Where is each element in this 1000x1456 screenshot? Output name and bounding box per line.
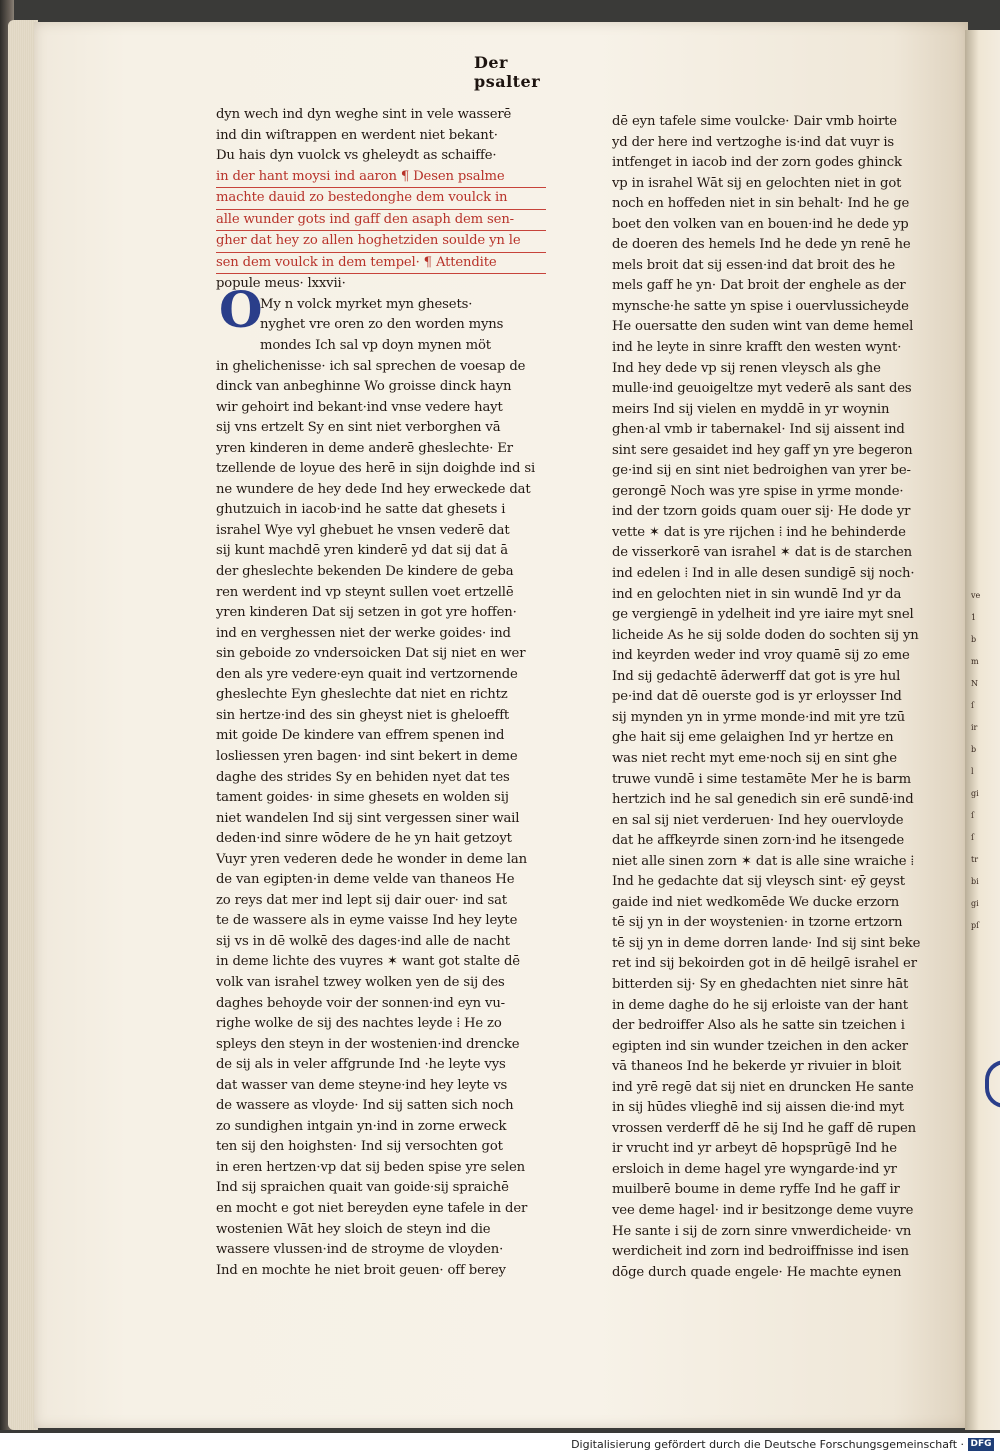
- text-line: mels gaff he yn· Dat broit der enghele as der: [612, 278, 906, 294]
- text-line: in deme lichte des vuyres ✶ want got stalte dē: [216, 954, 520, 970]
- text-line: sin geboide zo vndersoicken Dat sij niet en wer: [216, 646, 526, 662]
- text-line: My n volck myrket myn ghesets·: [260, 296, 473, 312]
- text-line: mels broit dat sij essen·ind dat broit des he: [612, 257, 896, 273]
- margin-gloss: ſ: [971, 833, 974, 842]
- text-line: in deme daghe do he sij erloiste van der hant: [612, 997, 908, 1013]
- text-line: wassere vlussen·ind de stroyme de vloyden·: [216, 1242, 504, 1258]
- text-line: losliessen yren bagen· ind sint bekert in deme: [216, 748, 518, 764]
- text-line: truwe vundē i sime testamēte Mer he is barm: [612, 771, 911, 787]
- footer-bar: [0, 1433, 1000, 1456]
- text-line: vp in israhel Wāt sij en gelochten niet in got: [612, 175, 902, 191]
- text-line: Ind en mochte he niet broit geuen· off berey: [216, 1262, 506, 1278]
- text-line: sen dem voulck in dem tempel· ¶ Attendite: [216, 253, 546, 275]
- text-line: mondes Ich sal vp doyn mynen möt: [260, 338, 491, 354]
- text-line: machte dauid zo bestedonghe dem voulck in: [216, 188, 546, 210]
- text-line: den als yre vedere·eyn quait ind vertzornende: [216, 666, 518, 682]
- margin-gloss: ir: [971, 723, 978, 732]
- margin-gloss: ve: [971, 591, 981, 600]
- text-line: sij vs in dē wolkē des dages·ind alle de nacht: [216, 933, 510, 949]
- text-line: yren kinderen Dat sij setzen in got yre hoffen·: [216, 605, 517, 621]
- text-line: der bedroiffer Also als he satte sin tzeichen i: [612, 1018, 905, 1034]
- text-line: muilberē boume in deme ryffe Ind he gaff ir: [612, 1182, 900, 1198]
- text-line: spleys den steyn in der wostenien·ind drencke: [216, 1036, 520, 1052]
- running-head: Der psalter: [474, 53, 541, 91]
- text-line: der gheslechte bekenden De kindere de geba: [216, 564, 514, 580]
- text-line: intfenget in iacob ind der zorn godes ghinck: [612, 155, 902, 171]
- text-line: ret ind sij bekoirden got in dē heilgē israhel er: [612, 956, 917, 972]
- text-line: dōge durch quade engele· He machte eynen: [612, 1264, 902, 1280]
- text-line: ind din wiſtrappen en werdent niet bekant·: [216, 127, 498, 143]
- text-line: ind he leyte in sinre krafft den westen wynt·: [612, 340, 902, 356]
- text-line: zo reys dat mer ind lept sij dair ouer· ind sat: [216, 892, 507, 908]
- text-line: Ind hey dede vp sij renen vleysch als ghe: [612, 360, 881, 376]
- text-line: vā thaneos Ind he bekerde yr rivuier in bloit: [612, 1059, 902, 1075]
- illuminated-initial: O: [219, 280, 263, 339]
- text-line: niet wandelen Ind sij sint vergessen siner wail: [216, 810, 520, 826]
- text-line: dē eyn tafele sime voulcke· Dair vmb hoirte: [612, 114, 897, 129]
- text-line: Ind sij spraichen quait van goide·sij spraichē: [216, 1180, 509, 1196]
- text-line: alle wunder gots ind gaff den asaph dem sen‑: [216, 210, 546, 232]
- text-line: nyghet vre oren zo den worden myns: [260, 317, 504, 333]
- text-line: ind en gelochten niet in sin wundē Ind yr da: [612, 586, 902, 602]
- text-line: tament goides· in sime ghesets en wolden sij: [216, 790, 509, 806]
- text-line: de van egipten·in deme velde van thaneos He: [216, 872, 515, 888]
- text-line: niet alle sinen zorn ✶ dat is alle sine wraiche ⁞: [612, 853, 914, 869]
- facing-page-edge: [965, 30, 1000, 1430]
- text-line: zo sundighen intgain yn·ind in zorne erweck: [216, 1118, 507, 1134]
- text-line: dyn wech ind dyn weghe sint in vele wasserē: [216, 107, 512, 122]
- text-line: Ind he gedachte dat sij vleysch sint· eȳ geyst: [612, 874, 905, 890]
- text-line: ir vrucht ind yr arbeyt dē hopsprūgē Ind he: [612, 1141, 897, 1157]
- text-line: mulle·ind geuoigeltze myt vederē als sant des: [612, 381, 912, 397]
- text-line: wir gehoirt ind bekant·ind vnse vedere hayt: [216, 399, 503, 415]
- footer-credit: Digitalisierung gefördert durch die Deutsche Forschungsgemeinschaft ·: [571, 1438, 964, 1451]
- text-line: gher dat hey zo allen hoghetziden soulde yn le: [216, 231, 546, 253]
- text-line: de wassere as vloyde· Ind sij satten sich noch: [216, 1098, 514, 1114]
- text-line: ghe hait sij eme gelaighen Ind yr hertze en: [612, 730, 894, 746]
- text-line: wostenien Wāt hey sloich de steyn ind die: [216, 1221, 491, 1237]
- margin-gloss: ſ: [971, 811, 974, 820]
- text-line: licheide As he sij solde doden do sochten sij yn: [612, 627, 919, 643]
- text-line: ind en verghessen niet der werke goides· ind: [216, 625, 511, 641]
- text-line: mynsche·he satte yn spise i ouervlussicheyde: [612, 298, 909, 314]
- text-line: yren kinderen in deme anderē gheslechte· Er: [216, 440, 513, 456]
- left-text-column: [216, 105, 546, 1281]
- text-line: dinck van anbeghinne Wo groisse dinck hayn: [216, 379, 512, 395]
- text-line: ge·ind sij en sint niet bedroighen van yrer be‑: [612, 463, 911, 479]
- text-line: ghutzuich in iacob·ind he satte dat ghesets i: [216, 502, 506, 518]
- text-line: hertzich ind he sal genedich sin erē sundē·ind: [612, 792, 914, 808]
- text-line: ten sij den hoighsten· Ind sij versochten got: [216, 1139, 503, 1155]
- text-line: de visserkorē van israhel ✶ dat is de starchen: [612, 545, 912, 561]
- text-line: mit goide De kindere van effrem spenen ind: [216, 728, 505, 744]
- text-line: de doeren des hemels Ind he dede yn renē he: [612, 237, 911, 253]
- text-line: werdicheit ind zorn ind bedroiffnisse ind isen: [612, 1244, 909, 1260]
- text-line: tzellende de loyue des herē in sijn doighde ind si: [216, 461, 536, 477]
- text-line: gaide ind niet wedkomēde We ducke erzorn: [612, 894, 900, 910]
- margin-gloss: gi: [971, 899, 979, 908]
- text-line: sij vns ertzelt Sy en sint niet verborghen vā: [216, 420, 501, 436]
- margin-gloss: ſ: [971, 701, 974, 710]
- text-line: ghen·al vmb ir tabernakel· Ind sij aissent ind: [612, 422, 905, 438]
- text-line: dat wasser van deme steyne·ind hey leyte vs: [216, 1077, 508, 1093]
- text-line: daghe des strides Sy en behiden nyet dat tes: [216, 769, 510, 785]
- margin-gloss: N: [971, 679, 978, 688]
- margin-gloss: m: [971, 657, 979, 666]
- text-line: noch en hoffeden niet in sin behalt· Ind he ge: [612, 196, 910, 212]
- margin-gloss: l: [971, 767, 974, 776]
- margin-gloss: b: [971, 745, 977, 754]
- text-line: israhel Wye vyl ghebuet he vnsen vederē dat: [216, 522, 510, 538]
- text-line: boet den volken van en bouen·ind he dede yp: [612, 216, 909, 232]
- text-line: ne wundere de hey dede Ind hey erweckede dat: [216, 481, 531, 497]
- text-line: gheslechte Eyn gheslechte dat niet en richtz: [216, 687, 508, 703]
- text-line: ge vergiengē in ydelheit ind yre iaire myt snel: [612, 607, 914, 623]
- text-line: dat he affkeyrde sinen zorn·ind he itsengede: [612, 833, 905, 849]
- text-line: sij kunt machdē yren kinderē yd dat sij dat ā: [216, 543, 508, 559]
- text-line: daghes behoyde voir der sonnen·ind eyn vu‑: [216, 995, 505, 1011]
- text-line: ind yrē regē dat sij niet en druncken He sante: [612, 1079, 914, 1095]
- text-line: popule meus· lxxvii·: [216, 276, 346, 292]
- text-line: volk van israhel tzwey wolken yen de sij des: [216, 974, 505, 990]
- text-line: ren werdent ind vp steynt sullen voet ertzellē: [216, 584, 514, 600]
- text-line: sin hertze·ind des sin gheyst niet is gheloefft: [216, 707, 510, 723]
- text-line: gerongē Noch was yre spise in yrme monde·: [612, 483, 904, 499]
- text-line: Vuyr yren vederen dede he wonder in deme lan: [216, 851, 527, 867]
- text-line: righe wolke de sij des nachtes leyde ⁞ He zo: [216, 1016, 502, 1032]
- text-line: vee deme hagel· ind ir besitzonge deme vuyre: [612, 1202, 914, 1218]
- text-line: sint sere gesaidet ind hey gaff yn yre begeron: [612, 442, 913, 458]
- text-line: in eren hertzen·vp dat sij beden spise yre selen: [216, 1159, 525, 1175]
- text-line: vette ✶ dat is yre rijchen ⁞ ind he behinderde: [612, 524, 906, 540]
- text-line: He ouersatte den suden wint van deme hemel: [612, 319, 914, 335]
- text-line: tē sij yn in deme dorren lande· Ind sij sint beke: [612, 935, 921, 951]
- text-line: deden·ind sinre wōdere de he yn hait getzoyt: [216, 831, 512, 847]
- text-line: en sal sij niet verderuen· Ind hey ouervloyde: [612, 812, 904, 828]
- text-line: Ind sij gedachtē āderwerff dat got is yre hul: [612, 668, 901, 684]
- text-line: in sij hūdes vlieghē ind sij aissen die·ind myt: [612, 1100, 904, 1116]
- margin-gloss: bi: [971, 877, 979, 886]
- text-line: in ghelichenisse· ich sal sprechen de voesap de: [216, 358, 526, 374]
- text-line: ind edelen ⁞ Ind in alle desen sundigē sij noch·: [612, 566, 915, 582]
- text-line: en mocht e got niet bereyden eyne tafele in der: [216, 1200, 528, 1216]
- text-line: ind der tzorn goids quam ouer sij· He dode yr: [612, 504, 911, 520]
- text-line: yd der here ind vertzoghe is·ind dat vuyr is: [612, 134, 895, 150]
- text-line: bitterden sij· Sy en ghedachten niet sinre hāt: [612, 976, 909, 992]
- text-line: He sante i sij de zorn sinre vnwerdicheide· vn: [612, 1223, 912, 1239]
- text-line: ersloich in deme hagel yre wyngarde·ind yr: [612, 1161, 897, 1177]
- text-line: in der hant moysi ind aaron ¶ Desen psalme: [216, 167, 546, 189]
- text-line: de sij als in veler affgrunde Ind ·he leyte vys: [216, 1057, 506, 1073]
- text-line: vrossen verderff dē he sij Ind he gaff dē rupen: [612, 1120, 916, 1136]
- dfg-logo: DFG: [968, 1438, 994, 1451]
- right-text-column: [612, 112, 942, 1283]
- text-line: sij mynden yn in yrme monde·ind mit yre tzū: [612, 709, 905, 725]
- text-line: was niet recht myt eme·noch sij en sint ghe: [612, 750, 897, 766]
- margin-gloss: b: [971, 635, 977, 644]
- text-line: meirs Ind sij vielen en myddē in yr woynin: [612, 401, 890, 417]
- text-line: tē sij yn in der woystenien· in tzorne ertzorn: [612, 915, 903, 931]
- text-line: pe·ind dat dē ouerste god is yr erloysser Ind: [612, 689, 902, 705]
- text-line: ind keyrden weder ind vroy quamē sij zo eme: [612, 648, 910, 664]
- margin-gloss: tr: [971, 855, 979, 864]
- margin-gloss: pſ: [971, 921, 980, 930]
- margin-gloss: gi: [971, 789, 979, 798]
- text-line: Du hais dyn vuolck vs gheleydt as schaiffe·: [216, 148, 497, 164]
- text-line: egipten ind sin wunder tzeichen in den acker: [612, 1038, 908, 1054]
- text-line: te de wassere als in eyme vaisse Ind hey leyte: [216, 913, 518, 929]
- margin-gloss: 1: [971, 613, 977, 622]
